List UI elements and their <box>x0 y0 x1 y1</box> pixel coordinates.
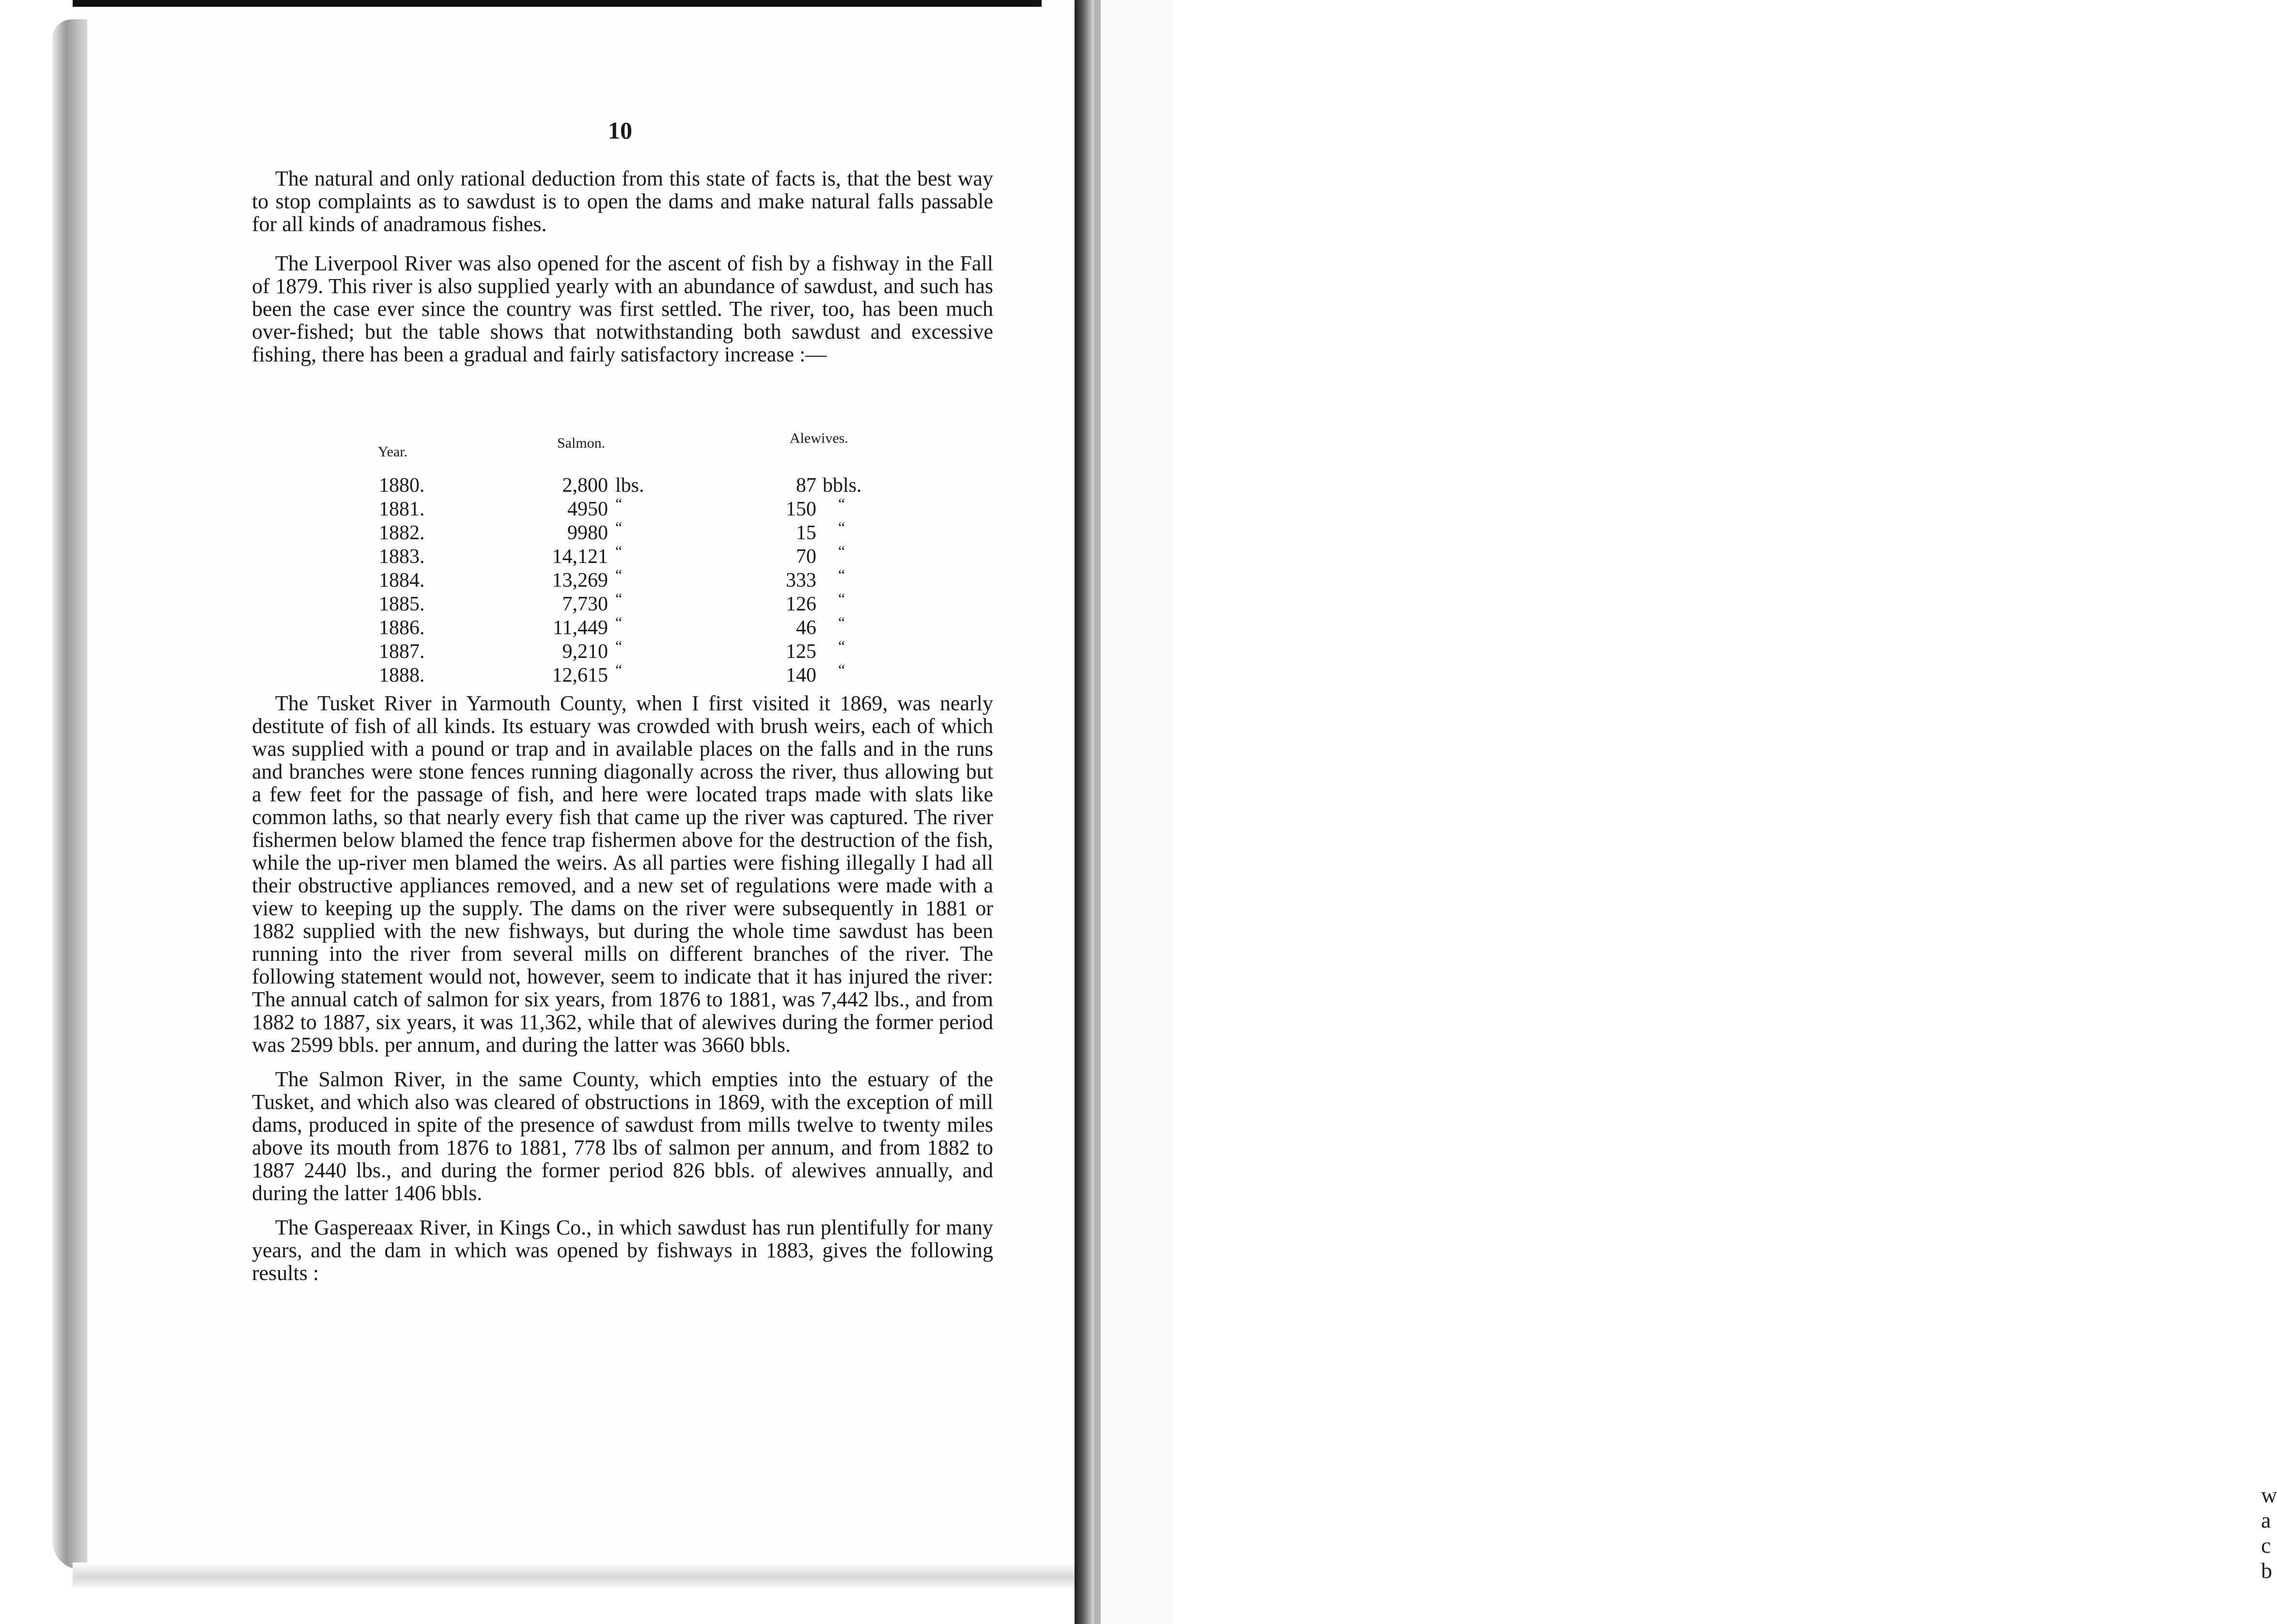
table-row <box>378 613 891 640</box>
table-row <box>378 495 891 521</box>
next-page-fragment: a <box>2261 1508 2271 1532</box>
cell-salmon: 14,121 <box>552 546 608 568</box>
unit-salmon: lbs. <box>615 474 644 497</box>
ditto-mark: “ <box>615 637 623 655</box>
cell-alewives: 87 <box>796 474 816 497</box>
unit-alewives: bbls. <box>823 474 862 497</box>
next-page-fragments <box>2261 1483 2277 1583</box>
ditto-mark: “ <box>615 495 623 512</box>
ditto-mark: “ <box>838 590 845 607</box>
ditto-mark: “ <box>838 518 845 536</box>
cell-alewives: 333 <box>786 569 816 592</box>
table-row <box>378 590 891 616</box>
paragraph-block-liverpool <box>252 252 993 377</box>
cell-salmon: 13,269 <box>552 569 608 592</box>
column-header-salmon: Salmon. <box>557 435 606 451</box>
cell-year: 1883. <box>379 546 425 568</box>
cell-alewives: 46 <box>796 617 816 639</box>
table-row <box>378 518 891 545</box>
table-row <box>378 566 891 593</box>
cell-year: 1881. <box>379 498 425 520</box>
cell-salmon: 7,730 <box>562 593 608 615</box>
catch-table <box>378 430 891 687</box>
cell-salmon: 9,210 <box>562 640 608 663</box>
ditto-mark: “ <box>615 566 623 583</box>
cell-alewives: 126 <box>786 593 816 615</box>
cell-alewives: 150 <box>786 498 816 520</box>
cell-year: 1886. <box>379 617 425 639</box>
cell-year: 1885. <box>379 593 425 615</box>
paragraph: The Tusket River in Yarmouth County, when I first visited it 1869, was nearly destitute of fish of all kinds. Its estuary was crowded with brush weirs, each of which was supplied with a pound or trap and in available places on the falls and in the runs and branches were stone fences running diagonally across the river, thus allowing but a few feet for the passage of fish, and here were located traps made with slats like common laths, so that nearly every fish that came up the river was captured. The river fishermen below blamed the fence trap fishermen above for the destruction of the fish, while the up-river men blamed the weirs. As all parties were fishing illegally I had all their obstructive appliances removed, and a new set of regulations were made with a view to keeping up the supply. The dams on the river were subsequently in 1881 or 1882 supplied with the new fishways, but during the whole time sawdust has been running into the river from several mills on different branches of the river. The following statement would not, however, seem to indicate that it has injured the river: The annual catch of salmon for six years, from 1876 to 1881, was 7,442 lbs., and from 1882 to 1887, six years, it was 11,362, while that of alewives during the former period was 2599 bbls. per annum, and during the latter was 3660 bbls. <box>252 691 993 1057</box>
next-page-edge <box>1101 0 2277 1624</box>
table-row <box>378 637 891 664</box>
paragraph-block-bottom <box>252 692 993 1296</box>
ditto-mark: “ <box>615 590 623 607</box>
cell-salmon: 4950 <box>567 498 608 520</box>
cell-salmon: 2,800 <box>562 474 608 497</box>
scan-edge-top <box>73 0 1042 7</box>
cell-year: 1887. <box>379 640 425 663</box>
cell-alewives: 140 <box>786 664 816 687</box>
page-number: 10 <box>608 117 632 144</box>
paragraph: The Salmon River, in the same County, which empties into the estuary of the Tusket, and which also was cleared of obstructions in 1869, with the exception of mill dams, produced in spite of the presence of sawdust from mills twelve to twenty miles above its mouth from 1876 to 1881, 778 lbs of salmon per annum, and from 1882 to 1887 2440 lbs., and during the former period 826 bbls. of alewives annually, and during the latter 1406 bbls. <box>252 1067 993 1205</box>
column-header-year: Year. <box>378 444 408 460</box>
ditto-mark: “ <box>838 613 845 631</box>
paragraph: The Liverpool River was also opened for the ascent of fish by a fishway in the Fall of 1879. This river is also supplied yearly with an abundance of sawdust, and such has been the case ever since the country was first settled. The river, too, has been much over-fished; but the table shows that notwithstanding both sawdust and excessive fishing, there has been a gradual and fairly satisfactory increase :— <box>252 251 993 366</box>
cell-alewives: 15 <box>796 522 816 544</box>
table-body <box>378 474 891 687</box>
cell-salmon: 11,449 <box>553 617 608 639</box>
cell-salmon: 12,615 <box>552 664 608 687</box>
ditto-mark: “ <box>838 661 845 678</box>
ditto-mark: “ <box>838 637 845 655</box>
gutter-edge <box>1094 0 1101 1624</box>
gutter-shadow <box>1075 0 1094 1624</box>
cell-year: 1888. <box>379 664 425 687</box>
table-row <box>378 661 891 687</box>
table-units <box>378 454 891 474</box>
ditto-mark: “ <box>615 613 623 631</box>
cell-alewives: 125 <box>786 640 816 663</box>
page-bottom-shadow <box>73 1562 1076 1587</box>
ditto-mark: “ <box>615 542 623 560</box>
ditto-mark: “ <box>838 566 845 583</box>
ditto-mark: “ <box>615 661 623 678</box>
cell-salmon: 9980 <box>567 522 608 544</box>
next-page-fragment: c <box>2261 1533 2271 1558</box>
ditto-mark: “ <box>615 518 623 536</box>
cell-alewives: 70 <box>796 546 816 568</box>
next-page-fragment: b <box>2261 1558 2272 1583</box>
column-header-alewives: Alewives. <box>790 430 848 446</box>
cell-year: 1880. <box>379 474 425 497</box>
paragraph-block-top <box>252 167 993 247</box>
cell-year: 1884. <box>379 569 425 592</box>
paragraph: The natural and only rational deduction from this state of facts is, that the best way to stop complaints as to sawdust is to open the dams and make natural falls passable for all kinds of anadramous fishes. <box>252 167 993 236</box>
paragraph: The Gaspereaax River, in Kings Co., in which sawdust has run plentifully for many years, and the dam in which was opened by fishways in 1883, gives the following results : <box>252 1216 993 1285</box>
ditto-mark: “ <box>838 542 845 560</box>
cell-year: 1882. <box>379 522 425 544</box>
ditto-mark: “ <box>838 495 845 512</box>
table-row <box>378 474 891 498</box>
next-page-fragment: w <box>2261 1483 2277 1507</box>
table-row <box>378 542 891 569</box>
